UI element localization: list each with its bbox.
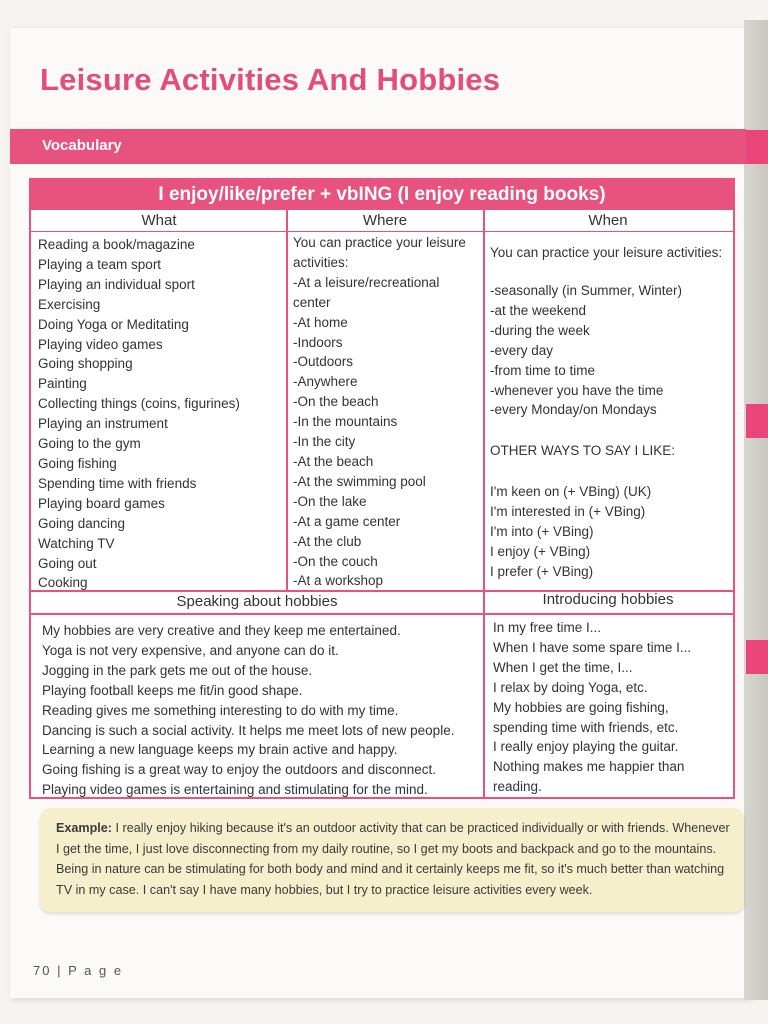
list-item: Yoga is not very expensive, and anyone can do it.	[42, 642, 339, 658]
page-number-value: 70	[33, 963, 52, 978]
list-item: Playing an instrument	[38, 416, 168, 432]
list-item: Reading gives me something interesting to do with my time.	[42, 702, 399, 718]
list-item: Going out	[38, 555, 97, 571]
vocabulary-table	[29, 178, 735, 799]
list-item: -Anywhere	[293, 374, 358, 390]
list-item: -At the club	[293, 533, 362, 549]
list-item: -At a game center	[293, 513, 401, 529]
list-item: -Outdoors	[293, 354, 354, 370]
list-item: Going to the gym	[38, 436, 141, 452]
list-item: Playing an individual sport	[38, 276, 195, 292]
list-item: -every Monday/on Mondays	[490, 402, 657, 418]
when-intro: You can practice your leisure activities:	[490, 245, 723, 260]
list-item: Learning a new language keeps my brain active and happy.	[42, 742, 398, 758]
what-list	[38, 235, 240, 593]
speaking-heading: Speaking about hobbies	[176, 593, 338, 610]
list-item: center	[293, 294, 331, 310]
list-item: -from time to time	[490, 362, 596, 378]
example-label: Example:	[56, 821, 112, 835]
column-divider	[286, 210, 288, 591]
list-item: Exercising	[38, 296, 101, 312]
list-item: -At a workshop	[293, 573, 384, 589]
list-item: -In the city	[293, 434, 356, 450]
list-item: In my free time I...	[493, 620, 602, 635]
section-tab-marker	[746, 640, 768, 674]
list-item: Watching TV	[38, 535, 115, 551]
list-item: Playing board games	[38, 495, 165, 511]
example-box	[40, 808, 744, 912]
section-label: Vocabulary	[42, 137, 122, 154]
list-item: Going dancing	[38, 515, 126, 531]
column-head-where: Where	[287, 210, 483, 232]
introducing-list	[493, 618, 691, 797]
list-item: Dancing is such a social activity. It helps me meet lots of new people.	[42, 722, 455, 738]
list-item: When I have some spare time I...	[493, 639, 692, 655]
section-tab-marker	[746, 404, 768, 438]
column-head-when: When	[483, 210, 733, 232]
introducing-heading: Introducing hobbies	[542, 591, 674, 608]
section-bar	[10, 129, 746, 164]
list-item: I'm keen on (+ VBing) (UK)	[490, 484, 652, 499]
when-list	[490, 281, 682, 420]
list-item: Playing football keeps me fit/in good shape.	[42, 682, 303, 698]
list-item: Going fishing is a great way to enjoy the outdoors and disconnect.	[42, 762, 436, 778]
list-item: -whenever you have the time	[490, 382, 664, 398]
page-number	[33, 963, 123, 978]
example-text: I really enjoy hiking because it's an outdoor activity that can be practiced individually or with friends. Whenever I get the time, I just love disconnecting from my daily routine, so I get my boots and backpack and go to the mountains. Being in nature can be stimulating for both body and mind and it certainly keeps me fit, so it's much better than watching TV in my case. I can't say I have many hobbies, but I try to practice leisure activities every week.	[56, 821, 730, 897]
list-item: I'm into (+ VBing)	[490, 523, 594, 539]
speaking-list	[42, 621, 454, 800]
list-item: I enjoy (+ VBing)	[490, 543, 591, 559]
list-item: Going fishing	[38, 455, 117, 471]
where-list	[293, 233, 466, 591]
section-tab-marker	[746, 130, 768, 164]
list-item: Playing video games	[38, 336, 163, 352]
list-item: Going shopping	[38, 356, 133, 372]
list-item: -at the weekend	[490, 302, 587, 318]
list-item: reading.	[493, 779, 542, 795]
list-item: I'm interested in (+ VBing)	[490, 503, 646, 519]
list-item: -At a leisure/recreational	[293, 274, 440, 290]
page-number-label: | P a g e	[57, 963, 124, 978]
list-item: Reading a book/magazine	[38, 237, 195, 252]
list-item: Nothing makes me happier than	[493, 759, 685, 775]
list-item: -On the couch	[293, 553, 378, 569]
list-item: -every day	[490, 342, 554, 358]
list-item: I prefer (+ VBing)	[490, 563, 594, 579]
list-item: Doing Yoga or Meditating	[38, 316, 189, 332]
list-item: My hobbies are very creative and they keep me entertained.	[42, 623, 401, 638]
list-item: -On the beach	[293, 394, 379, 410]
list-item: Playing video games is entertaining and stimulating for the mind.	[42, 782, 428, 798]
page-title: Leisure Activities And Hobbies	[40, 62, 501, 97]
list-item: I really enjoy playing the guitar.	[493, 739, 679, 755]
list-item: Spending time with friends	[38, 475, 197, 491]
list-item: -At home	[293, 314, 348, 330]
list-item: Playing a team sport	[38, 256, 162, 272]
list-item: My hobbies are going fishing,	[493, 699, 669, 715]
list-item: Jogging in the park gets me out of the house.	[42, 662, 313, 678]
list-item: You can practice your leisure	[293, 235, 466, 250]
list-item: -At the beach	[293, 453, 374, 469]
list-item: Collecting things (coins, figurines)	[38, 396, 240, 412]
other-ways-heading: OTHER WAYS TO SAY I LIKE:	[490, 443, 676, 458]
list-item: spending time with friends, etc.	[493, 719, 679, 735]
column-divider	[483, 210, 485, 797]
list-item: When I get the time, I...	[493, 659, 633, 675]
other-ways-list	[490, 482, 651, 582]
example-paragraph	[56, 818, 736, 900]
list-item: -during the week	[490, 322, 590, 338]
list-item: -At the swimming pool	[293, 473, 426, 489]
list-item: -On the lake	[293, 493, 367, 509]
page-gutter	[744, 20, 768, 1000]
list-item: Cooking	[38, 575, 88, 591]
list-item: -Indoors	[293, 334, 343, 350]
table-header: I enjoy/like/prefer + vbING (I enjoy reading books)	[31, 180, 733, 210]
list-item: I relax by doing Yoga, etc.	[493, 679, 648, 695]
list-item: -seasonally (in Summer, Winter)	[490, 283, 683, 298]
list-item: -In the mountains	[293, 414, 398, 430]
list-item: Painting	[38, 376, 87, 392]
column-head-what: What	[31, 210, 287, 232]
row-divider	[31, 613, 733, 615]
list-item: activities:	[293, 254, 349, 270]
